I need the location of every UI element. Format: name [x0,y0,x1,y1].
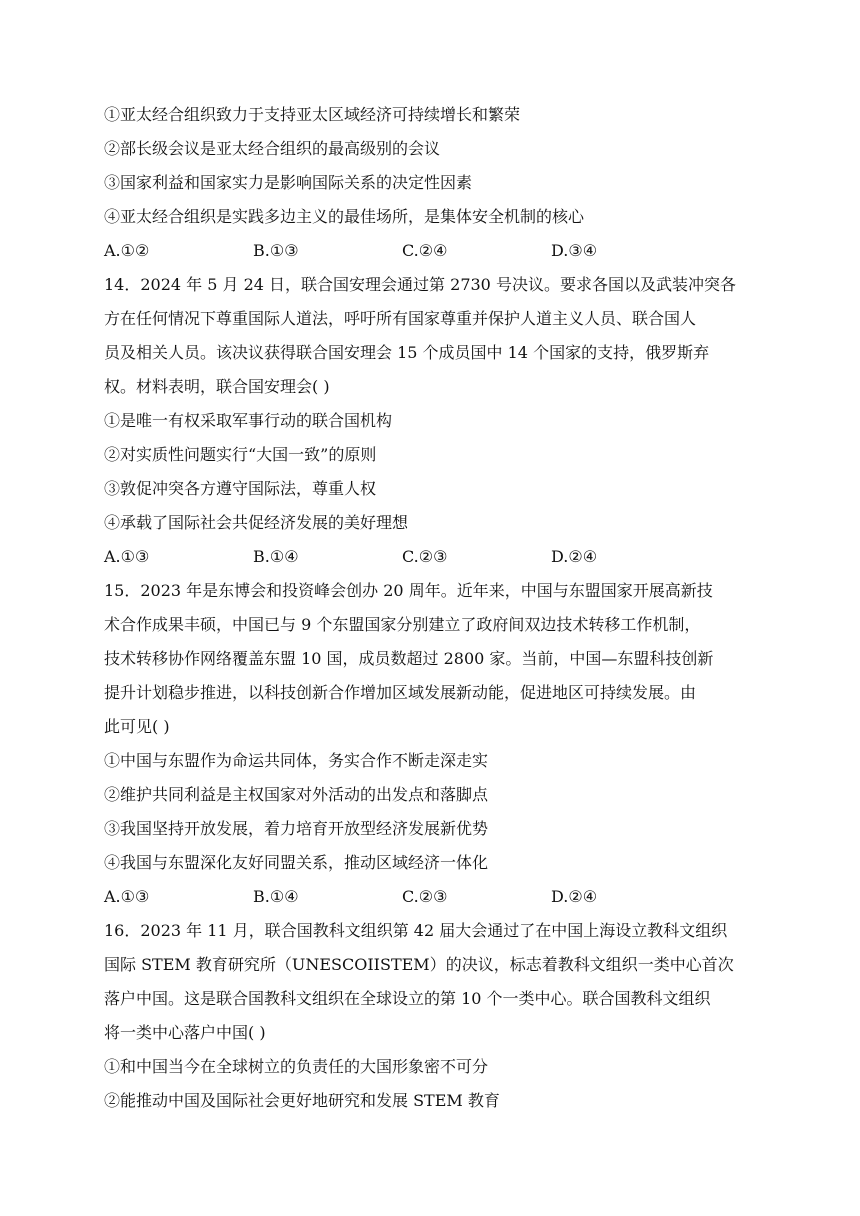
statement-item: ②对实质性问题实行“大国一致”的原则 [104,445,377,464]
statement-item: ②部长级会议是亚太经合组织的最高级别的会议 [104,139,441,158]
statement-item: ①是唯一有权采取军事行动的联合国机构 [104,411,393,430]
statement-item: ①亚太经合组织致力于支持亚太区域经济可持续增长和繁荣 [104,105,521,124]
statement-item: ②能推动中国及国际社会更好地研究和发展 STEM 教育 [104,1091,500,1110]
question-15 [104,574,764,914]
statement-item: ④承载了国际社会共促经济发展的美好理想 [104,513,409,532]
option-b: B.①④ [253,547,299,566]
option-a: A.①② [104,241,150,260]
question-stem-line: 员及相关人员。该决议获得联合国安理会 15 个成员国中 14 个国家的支持，俄罗斯弃 [104,343,710,362]
exam-page [104,98,764,1118]
question-stem-line: 提升计划稳步推进，以科技创新合作增加区域发展新动能，促进地区可持续发展。由 [104,683,697,702]
option-c: C.②③ [402,547,448,566]
statement-item: ④亚太经合组织是实践多边主义的最佳场所，是集体安全机制的核心 [104,207,585,226]
answer-options [104,880,764,914]
question-stem-line: 16．2023 年 11 月，联合国教科文组织第 42 届大会通过了在中国上海设立教科文组织 [104,921,728,940]
question-16 [104,914,764,1118]
question-stem-line: 权。材料表明，联合国安理会( ) [104,377,330,396]
statement-item: ③敦促冲突各方遵守国际法，尊重人权 [104,479,377,498]
statement-item: ②维护共同利益是主权国家对外活动的出发点和落脚点 [104,785,489,804]
answer-options [104,540,764,574]
option-d: D.②④ [551,547,598,566]
question-stem-line: 将一类中心落户中国( ) [104,1023,266,1042]
question-stem-line: 方在任何情况下尊重国际人道法，呼吁所有国家尊重并保护人道主义人员、联合国人 [104,309,697,328]
question-stem-line: 14．2024 年 5 月 24 日，联合国安理会通过第 2730 号决议。要求各国以及武装冲突各 [104,275,736,294]
question-stem-line: 国际 STEM 教育研究所（UNESCOIISTEM）的决议，标志着教科文组织一类中心首次 [104,955,734,974]
statement-item: ①中国与东盟作为命运共同体，务实合作不断走深走实 [104,751,489,770]
question-13 [104,98,764,268]
question-stem-line: 术合作成果丰硕，中国已与 9 个东盟国家分别建立了政府间双边技术转移工作机制， [104,615,701,634]
option-c: C.②④ [402,241,448,260]
question-14 [104,268,764,574]
statement-item: ③我国坚持开放发展，着力培育开放型经济发展新优势 [104,819,489,838]
question-stem-line: 落户中国。这是联合国教科文组织在全球设立的第 10 个一类中心。联合国教科文组织 [104,989,711,1008]
option-a: A.①③ [104,547,150,566]
question-stem-line: 此可见( ) [104,717,170,736]
answer-options [104,234,764,268]
question-stem-line: 技术转移协作网络覆盖东盟 10 国，成员数超过 2800 家。当前，中国—东盟科技创新 [104,649,714,668]
statement-item: ③国家利益和国家实力是影响国际关系的决定性因素 [104,173,473,192]
question-stem-line: 15．2023 年是东博会和投资峰会创办 20 周年。近年来，中国与东盟国家开展高新技 [104,581,713,600]
option-d: D.②④ [551,887,598,906]
statement-item: ①和中国当今在全球树立的负责任的大国形象密不可分 [104,1057,489,1076]
statement-item: ④我国与东盟深化友好同盟关系，推动区域经济一体化 [104,853,489,872]
option-b: B.①④ [253,887,299,906]
option-c: C.②③ [402,887,448,906]
option-b: B.①③ [253,241,299,260]
option-d: D.③④ [551,241,598,260]
option-a: A.①③ [104,887,150,906]
